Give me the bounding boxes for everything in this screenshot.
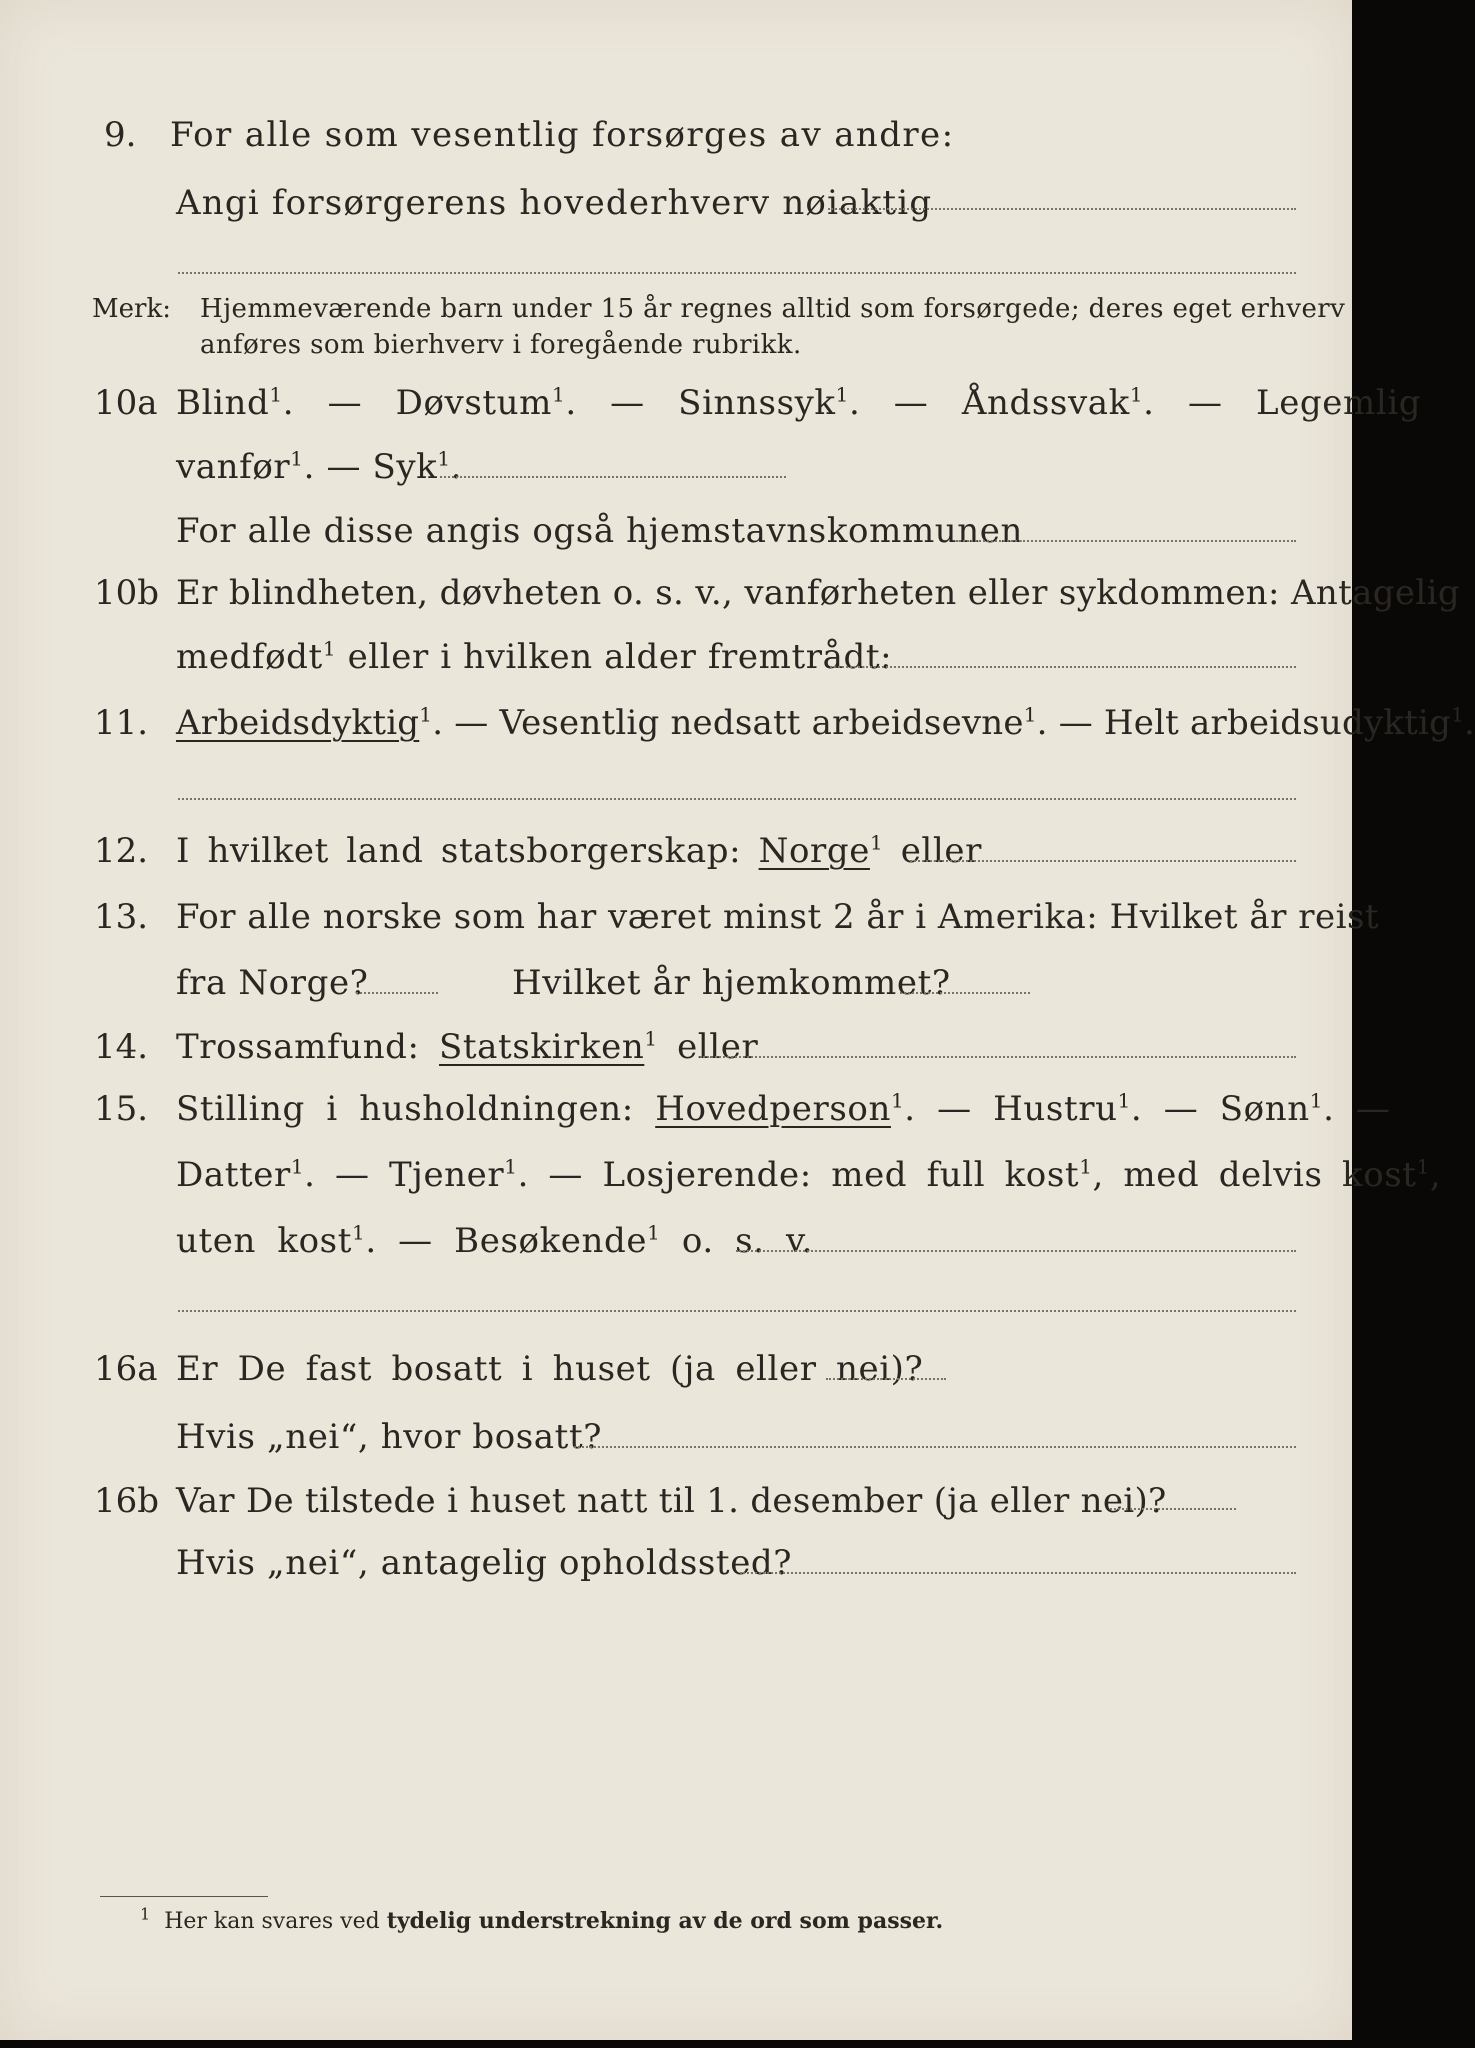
q15-number: 15. xyxy=(94,1089,149,1129)
q16a-line1: Er De fast bosatt i huset (ja eller nei)? xyxy=(176,1349,924,1389)
q13-hjemkommet-line xyxy=(900,992,1030,994)
q10b-line1: Er blindheten, døvheten o. s. v., vanførheten eller sykdommen: Antagelig xyxy=(176,573,1460,613)
footnote-plain-text: Her kan svares ved xyxy=(164,1909,380,1934)
q14-text: Trossamfund: xyxy=(176,1027,420,1067)
footnote-ref: 1 xyxy=(269,382,283,407)
separator: — xyxy=(610,383,645,423)
q14-number: 14. xyxy=(94,1027,149,1067)
option-syk: Syk xyxy=(372,447,438,487)
footnote-ref: 1 xyxy=(644,1026,658,1051)
option-tjener: Tjener xyxy=(389,1155,505,1195)
footnote-ref: 1 xyxy=(869,830,884,855)
option-besokende: Besøkende xyxy=(454,1221,648,1261)
separator: — xyxy=(398,1221,433,1261)
option-sonn: Sønn xyxy=(1219,1089,1310,1129)
option-vanfor: vanfør xyxy=(176,447,291,487)
q9-answer-line-2 xyxy=(178,272,1296,274)
footnote-ref: 1 xyxy=(551,382,566,407)
separator: — xyxy=(893,383,929,423)
footnote-ref: 1 xyxy=(504,1154,518,1179)
q15-answer-line xyxy=(736,1250,1296,1252)
separator: — xyxy=(454,703,489,743)
option-norge-selected: Norge xyxy=(758,831,870,871)
option-medfodt: medfødt xyxy=(176,637,323,677)
q16b-answer-line xyxy=(1110,1508,1236,1510)
q15-answer-line-2 xyxy=(178,1310,1296,1312)
q14-eller: eller xyxy=(677,1027,759,1067)
q16b-opholdssted-line xyxy=(740,1572,1296,1574)
footnote-ref: 1 xyxy=(1023,702,1037,727)
q16a-answer-line xyxy=(826,1378,946,1380)
q13-reist-line xyxy=(356,992,438,994)
q10b-number: 10b xyxy=(94,573,160,613)
q11-line: Arbeidsdyktig$^1$. — Vesentlig nedsatt arbeidsevne$^1$. — Helt arbeidsudyktig$^1$. xyxy=(176,702,1475,743)
q12-answer-line xyxy=(910,860,1296,862)
option-sinnssyk: Sinnssyk xyxy=(678,383,836,423)
q10a-line2: vanfør$^1$. — Syk$^1$. xyxy=(176,446,463,487)
option-hustru: Hustru xyxy=(993,1089,1118,1129)
separator: — xyxy=(335,1155,370,1195)
footnote-ref: 1 xyxy=(835,382,849,407)
footnote-ref: 1 xyxy=(351,1220,366,1245)
footnote-ref: 1 xyxy=(290,446,304,471)
separator: — xyxy=(548,1155,584,1195)
footnote-mark: 1 xyxy=(140,1904,151,1924)
q10a-line3: For alle disse angis også hjemstavnskommunen xyxy=(176,511,1023,551)
q15-text: Stilling i husholdningen: xyxy=(176,1089,634,1129)
option-statskirken-selected: Statskirken xyxy=(439,1027,645,1067)
option-delvis-kost: med delvis kost xyxy=(1123,1155,1417,1195)
q11-answer-line xyxy=(178,798,1296,800)
option-hovedperson-selected: Hovedperson xyxy=(655,1089,891,1129)
q10a-answer-line xyxy=(440,476,786,478)
footnote-rule xyxy=(100,1896,268,1897)
q10a-hjemstavn-line xyxy=(956,540,1296,542)
q16b-number: 16b xyxy=(94,1481,160,1521)
q15-line3: uten kost$^1$. — Besøkende$^1$ o. s. v. xyxy=(176,1220,814,1261)
q10a-number: 10a xyxy=(94,383,158,423)
q16a-line2: Hvis „nei“, hvor bosatt? xyxy=(176,1417,603,1457)
q16b-line2: Hvis „nei“, antagelig opholdssted? xyxy=(176,1543,793,1583)
q9-number: 9. xyxy=(104,115,137,155)
separator: — xyxy=(1355,1089,1391,1129)
option-datter: Datter xyxy=(176,1155,291,1195)
q10b-line2 xyxy=(176,636,893,677)
option-andssvak: Åndssvak xyxy=(961,383,1130,423)
separator: — xyxy=(1187,383,1223,423)
q11-number: 11. xyxy=(94,703,149,743)
footnote-ref: 1 xyxy=(647,1220,661,1245)
footnote-ref: 1 xyxy=(1451,702,1465,727)
q12-number: 12. xyxy=(94,831,149,871)
option-udyktig: Helt arbeidsudyktig xyxy=(1103,703,1452,743)
separator: — xyxy=(1163,1089,1199,1129)
q13-line2b: Hvilket år hjemkommet? xyxy=(512,963,951,1003)
q10b-answer-line xyxy=(830,666,1296,668)
merk-label: Merk: xyxy=(92,294,171,324)
q13-number: 13. xyxy=(94,897,149,937)
merk-line2: anføres som bierhverv i foregående rubrikk. xyxy=(200,330,802,360)
q14-line xyxy=(176,1026,759,1067)
q12-eller: eller xyxy=(900,831,982,871)
option-legemlig: Legemlig xyxy=(1256,383,1422,423)
q9-line1: For alle som vesentlig forsørges av andre: xyxy=(170,115,955,155)
footnote-ref: 1 xyxy=(890,1088,905,1113)
q16a-number: 16a xyxy=(94,1349,158,1389)
footnote-ref: 1 xyxy=(1079,1154,1093,1179)
footnote-ref: 1 xyxy=(419,702,433,727)
footnote-bold-text: tydelig understrekning av de ord som passer. xyxy=(386,1908,944,1934)
q12-text: I hvilket land statsborgerskap: xyxy=(176,831,742,871)
separator: — xyxy=(1058,703,1093,743)
q9-line2: Angi forsørgerens hovederhverv nøiaktig xyxy=(176,183,933,223)
footnote-ref: 1 xyxy=(1117,1088,1131,1113)
q16a-bosatt-line xyxy=(574,1446,1296,1448)
q9-answer-line xyxy=(828,208,1296,210)
footnote xyxy=(140,1904,944,1934)
q13-line1: For alle norske som har været minst 2 år i Amerika: Hvilket år reist xyxy=(176,897,1380,937)
q16b-line1: Var De tilstede i huset natt til 1. desember (ja eller nei)? xyxy=(176,1481,1167,1521)
q10a-line1: Blind$^1$. — Døvstum$^1$. — Sinnssyk$^1$. — Åndssvak$^1$. — Legemlig xyxy=(176,382,1422,423)
q15-line1: Stilling i husholdningen: Hovedperson$^1$. — Hustru$^1$. — Sønn$^1$. — xyxy=(176,1088,1391,1129)
separator: — xyxy=(326,447,362,487)
separator: — xyxy=(937,1089,972,1129)
option-blind: Blind xyxy=(176,383,270,423)
footnote-ref: 1 xyxy=(290,1154,305,1179)
q13-line2a: fra Norge? xyxy=(176,963,369,1003)
option-full-kost: med full kost xyxy=(831,1155,1080,1195)
footnote-ref: 1 xyxy=(1129,382,1144,407)
merk-line1: Hjemmeværende barn under 15 år regnes alltid som forsørgede; deres eget erhverv xyxy=(200,294,1346,324)
q10b-alder-text: eller i hvilken alder fremtrådt: xyxy=(347,637,893,677)
option-uten-kost: uten kost xyxy=(176,1221,352,1261)
q12-line xyxy=(176,830,982,871)
footnote-ref: 1 xyxy=(1309,1088,1324,1113)
footnote-ref: 1 xyxy=(437,446,451,471)
footnote-ref: 1 xyxy=(1416,1154,1430,1179)
option-arbeidsdyktig-selected: Arbeidsdyktig xyxy=(176,703,420,743)
footnote-ref: 1 xyxy=(322,636,337,661)
option-nedsatt: Vesentlig nedsatt arbeidsevne xyxy=(499,703,1024,743)
separator: — xyxy=(327,383,363,423)
option-losjerende: Losjerende: xyxy=(602,1155,812,1195)
option-dovstum: Døvstum xyxy=(395,383,552,423)
q15-osv: o. s. v. xyxy=(681,1221,814,1261)
q14-answer-line xyxy=(700,1056,1296,1058)
q15-line2: Datter$^1$. — Tjener$^1$. — Losjerende: med full kost$^1$, med delvis kost$^1$, xyxy=(176,1154,1442,1195)
